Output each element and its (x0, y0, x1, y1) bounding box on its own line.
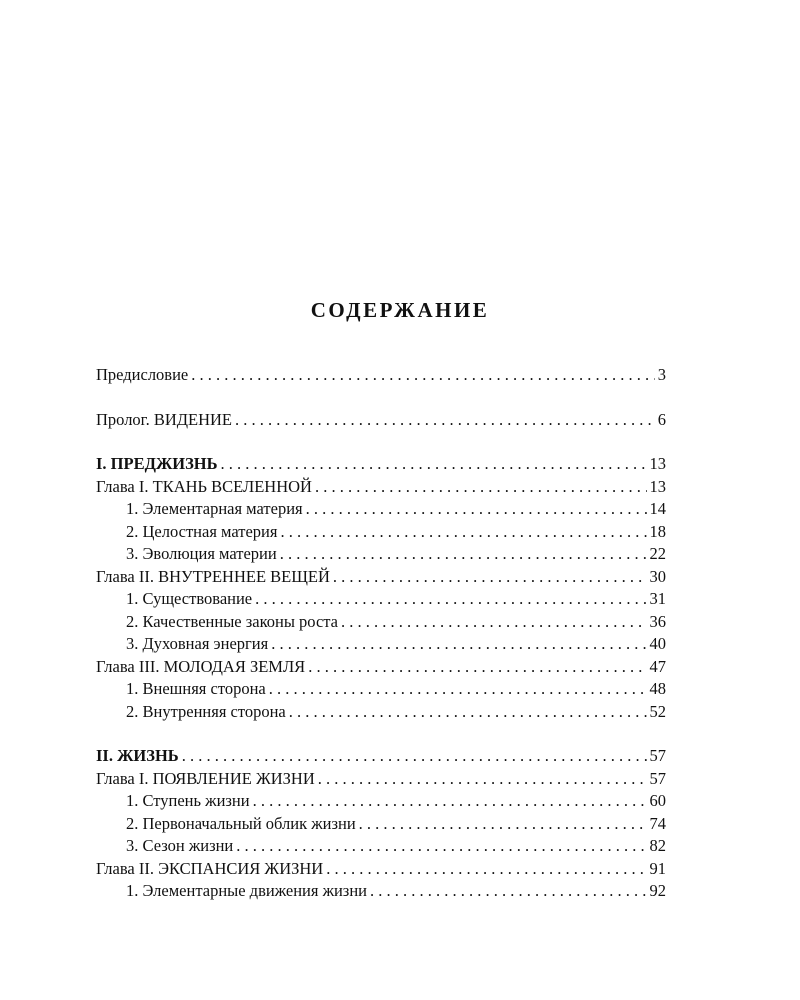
toc-entry-part-1 (96, 454, 666, 477)
page-number: 47 (649, 656, 666, 676)
leader-dots (333, 567, 647, 587)
leader-dots (280, 544, 647, 564)
page-number: 57 (649, 746, 666, 765)
leader-dots (236, 836, 646, 856)
leader-dots (315, 477, 647, 497)
page-number: 82 (649, 836, 666, 855)
entry-label: 1. Внешняя сторона (126, 679, 266, 698)
toc-entry-chapter (96, 769, 666, 792)
toc-entry-chapter (96, 859, 666, 882)
table-of-contents (96, 365, 666, 904)
toc-entry-section (96, 612, 666, 635)
leader-dots (182, 746, 647, 766)
toc-entry-section (96, 499, 666, 522)
entry-label: 2. Первоначальный облик жизни (126, 813, 356, 833)
toc-entry-section (96, 702, 666, 725)
entry-label: 1. Элементарные движения жизни (126, 881, 367, 900)
page-number: 52 (649, 701, 666, 721)
entry-label: 2. Качественные законы роста (126, 611, 339, 631)
toc-entry-chapter (96, 477, 666, 500)
leader-dots (253, 791, 647, 811)
page-number: 57 (649, 768, 666, 788)
entry-label: Глава II. ЭКСПАНСИЯ ЖИЗНИ (96, 858, 324, 878)
entry-label: Глава II. ВНУТРЕННЕЕ ВЕЩЕЙ (96, 566, 330, 586)
entry-label: I. ПРЕДЖИЗНЬ (96, 454, 218, 473)
leader-dots (370, 881, 647, 901)
toc-entry-prologue (96, 410, 666, 433)
toc-entry-chapter (96, 657, 666, 680)
toc-entry-section (96, 881, 666, 904)
page-number: 60 (649, 791, 666, 810)
page-number: 36 (649, 611, 666, 631)
leader-dots (255, 589, 646, 609)
page-number: 22 (649, 544, 666, 563)
toc-entry-section (96, 836, 666, 859)
leader-dots (308, 657, 646, 677)
toc-entry-chapter (96, 567, 666, 590)
page-number: 18 (649, 521, 666, 541)
leader-dots (359, 814, 647, 834)
leader-dots (271, 634, 646, 654)
page-number: 13 (649, 454, 666, 473)
entry-label: Глава III. МОЛОДАЯ ЗЕМЛЯ (96, 656, 306, 676)
toc-entry-section (96, 522, 666, 545)
page-title: СОДЕРЖАНИЕ (310, 298, 490, 322)
leader-dots (341, 612, 646, 632)
page-number: 6 (657, 409, 666, 429)
leader-dots (235, 410, 655, 430)
page-number: 13 (649, 476, 666, 496)
toc-entry-part-2 (96, 746, 666, 769)
leader-dots (318, 769, 647, 789)
page-number: 14 (649, 499, 666, 518)
entry-label: 3. Эволюция материи (126, 544, 277, 563)
entry-label: Предисловие (96, 365, 189, 384)
page-number: 48 (649, 679, 666, 698)
entry-label: Глава I. ПОЯВЛЕНИЕ ЖИЗНИ (96, 768, 315, 788)
leader-dots (289, 702, 647, 722)
page-number: 31 (649, 589, 666, 608)
entry-label: Глава I. ТКАНЬ ВСЕЛЕННОЙ (96, 476, 312, 496)
page-number: 30 (649, 566, 666, 586)
entry-label: 1. Элементарная материя (126, 499, 303, 518)
entry-label: Пролог. ВИДЕНИЕ (96, 409, 233, 429)
entry-label: 1. Ступень жизни (126, 791, 250, 810)
page-number: 74 (649, 813, 666, 833)
toc-entry-section (96, 544, 666, 567)
leader-dots (191, 365, 655, 385)
entry-label: 3. Духовная энергия (126, 634, 269, 653)
toc-entry-section (96, 679, 666, 702)
entry-label: 2. Внутренняя сторона (126, 701, 286, 721)
page-number: 92 (649, 881, 666, 900)
entry-label: 3. Сезон жизни (126, 836, 234, 855)
leader-dots (269, 679, 647, 699)
leader-dots (221, 454, 647, 474)
leader-dots (306, 499, 647, 519)
entry-label: 1. Существование (126, 589, 253, 608)
toc-entry-section (96, 791, 666, 814)
toc-entry-section (96, 634, 666, 657)
toc-entry-preface (96, 365, 666, 388)
toc-entry-section (96, 814, 666, 837)
leader-dots (326, 859, 646, 879)
leader-dots (280, 522, 646, 542)
toc-entry-section (96, 589, 666, 612)
entry-label: II. ЖИЗНЬ (96, 746, 179, 765)
page-number: 3 (657, 365, 666, 384)
page-number: 40 (649, 634, 666, 653)
page-number: 91 (649, 858, 666, 878)
entry-label: 2. Целостная материя (126, 521, 278, 541)
